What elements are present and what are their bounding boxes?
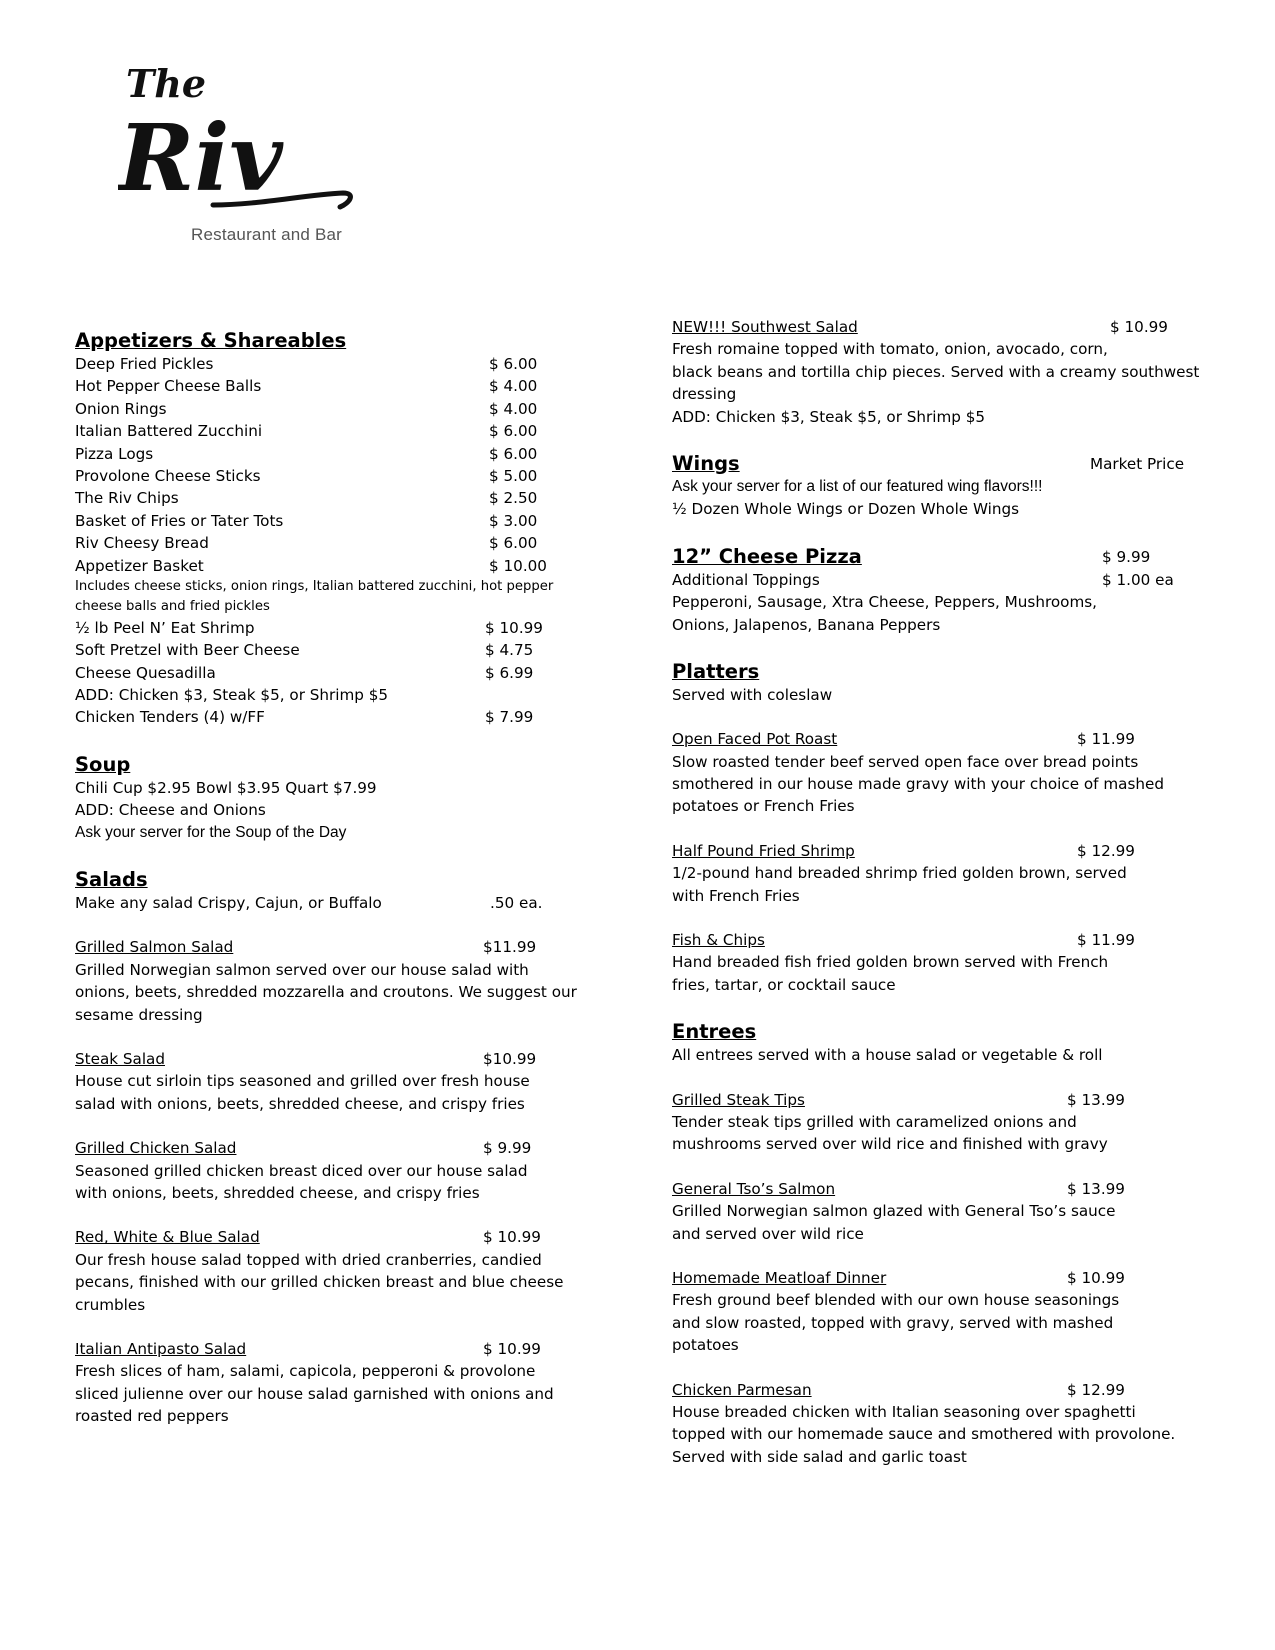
menu-item-price: $ 4.75	[485, 641, 534, 660]
salad-list	[75, 914, 585, 1427]
menu-item	[75, 1048, 585, 1070]
logo-line2: Riv	[118, 104, 283, 212]
menu-item-desc-line: 1/2-pound hand breaded shrimp fried golden brown, served	[672, 864, 1127, 883]
menu-item-price: $ 12.99	[1067, 1380, 1125, 1399]
logo-subtitle: Restaurant and Bar	[191, 225, 343, 244]
menu-item	[672, 1267, 1232, 1289]
menu-item-desc-line: House cut sirloin tips seasoned and grilled over fresh house	[75, 1072, 530, 1091]
salads-title: Salads	[75, 868, 148, 892]
salad-modifier	[75, 892, 585, 914]
menu-item-desc-line: fries, tartar, or cocktail sauce	[672, 975, 896, 994]
menu-item	[672, 1379, 1232, 1401]
platter-list	[672, 706, 1232, 996]
entree-list	[672, 1067, 1232, 1468]
pizza-title: 12” Cheese Pizza	[672, 544, 862, 568]
menu-item	[75, 398, 585, 420]
menu-item-desc-line: salad with onions, beets, shredded cheese, and crispy fries	[75, 1094, 525, 1113]
menu-item-name: Chicken Tenders (4) w/FF	[75, 708, 265, 727]
menu-item-desc-line: Fresh slices of ham, salami, capicola, pepperoni & provolone	[75, 1362, 536, 1381]
soup-title: Soup	[75, 752, 131, 776]
menu-item	[75, 617, 585, 639]
menu-item-name: Grilled Steak Tips	[672, 1090, 805, 1109]
menu-item-price: $ 10.00	[489, 556, 547, 575]
menu-item-desc-line: topped with our homemade sauce and smothered with provolone.	[672, 1425, 1176, 1444]
pizza-header	[672, 544, 1232, 569]
menu-item	[75, 639, 585, 661]
menu-item-price: $10.99	[483, 1049, 537, 1068]
menu-item-name: Riv Cheesy Bread	[75, 534, 209, 553]
menu-item-name: Appetizer Basket	[75, 556, 204, 575]
menu-item-desc-line: smothered in our house made gravy with your choice of mashed	[672, 775, 1164, 794]
menu-item-name: Pizza Logs	[75, 444, 154, 463]
menu-item-price: $ 10.99	[483, 1228, 541, 1247]
menu-item-desc-line: potatoes	[672, 1336, 739, 1355]
menu-item	[75, 532, 585, 554]
menu-item-name: The Riv Chips	[75, 489, 179, 508]
appetizer-basket-desc-line: Includes cheese sticks, onion rings, Italian battered zucchini, hot pepper	[75, 578, 554, 594]
menu-item	[75, 662, 585, 684]
appetizer-basket-desc-line: cheese balls and fried pickles	[75, 598, 270, 614]
desc-line: Fresh romaine topped with tomato, onion, avocado, corn,	[672, 340, 1108, 359]
menu-item-name: Half Pound Fried Shrimp	[672, 841, 855, 860]
menu-item-price: $ 11.99	[1077, 931, 1135, 950]
menu-item-desc-line: with French Fries	[672, 886, 800, 905]
menu-item-price: $ 9.99	[483, 1139, 532, 1158]
menu-item-price: $ 10.99	[1110, 318, 1168, 336]
appetizers-title: Appetizers & Shareables	[75, 329, 347, 352]
menu-item-desc-line: Grilled Norwegian salmon served over our house salad with	[75, 960, 529, 979]
menu-item-name: Fish & Chips	[672, 931, 765, 950]
menu-item-desc-line: crumbles	[75, 1295, 146, 1314]
menu-item	[75, 465, 585, 487]
menu-item-name: NEW!!! Southwest Salad	[672, 318, 858, 336]
menu-item-price: $ 4.00	[489, 377, 538, 396]
wings-price: Market Price	[1090, 454, 1185, 473]
soup-chili-prices: Chili Cup $2.95 Bowl $3.95 Quart $7.99	[75, 778, 377, 797]
menu-item	[672, 1178, 1232, 1200]
wings-header	[672, 451, 1232, 476]
menu-item	[672, 929, 1232, 951]
menu-item-name: Homemade Meatloaf Dinner	[672, 1268, 887, 1287]
menu-item	[672, 728, 1232, 750]
menu-item-desc-line: Grilled Norwegian salmon glazed with General Tso’s sauce	[672, 1202, 1116, 1221]
menu-item-price: $ 7.99	[485, 708, 534, 727]
menu-item-price: $ 6.00	[489, 422, 538, 441]
appetizer-list	[75, 353, 585, 577]
platters-note: Served with coleslaw	[672, 685, 833, 704]
menu-item-price: $ 5.00	[489, 466, 538, 485]
menu-item-southwest-salad	[672, 316, 1232, 338]
menu-item-price: $ 10.99	[485, 618, 543, 637]
desc-line: dressing	[672, 385, 737, 404]
menu-item-name: Soft Pretzel with Beer Cheese	[75, 641, 300, 660]
menu-item-desc-line: and slow roasted, topped with gravy, served with mashed	[672, 1313, 1114, 1332]
menu-item-name: Provolone Cheese Sticks	[75, 466, 261, 485]
menu-item-desc-line: sesame dressing	[75, 1005, 203, 1024]
menu-item	[75, 1226, 585, 1248]
southwest-add-ons: ADD: Chicken $3, Steak $5, or Shrimp $5	[672, 407, 986, 426]
wings-title: Wings	[672, 451, 740, 475]
menu-item-name: General Tso’s Salmon	[672, 1179, 836, 1198]
pizza-price: $ 9.99	[1102, 547, 1151, 566]
menu-item-desc-line: pecans, finished with our grilled chicken breast and blue cheese	[75, 1273, 564, 1292]
salad-modifier-text: Make any salad Crispy, Cajun, or Buffalo	[75, 894, 382, 913]
menu-item	[75, 510, 585, 532]
menu-item-price: $ 10.99	[1067, 1268, 1125, 1287]
menu-item-desc-line: with onions, beets, shredded cheese, and crispy fries	[75, 1183, 480, 1202]
menu-item-name: Italian Battered Zucchini	[75, 422, 263, 441]
menu-item-price: $ 13.99	[1067, 1179, 1125, 1198]
logo-line1: The	[126, 61, 207, 106]
menu-item-name: Open Faced Pot Roast	[672, 730, 838, 749]
menu-item-desc-line: Seasoned grilled chicken breast diced over our house salad	[75, 1161, 528, 1180]
menu-item-name: Grilled Salmon Salad	[75, 938, 234, 957]
menu-item	[75, 420, 585, 442]
menu-item-name: Chicken Parmesan	[672, 1380, 812, 1399]
soup-add-ons: ADD: Cheese and Onions	[75, 801, 266, 820]
menu-item-name: Cheese Quesadilla	[75, 663, 216, 682]
menu-item-name: Onion Rings	[75, 399, 167, 418]
menu-item-chicken-tenders	[75, 706, 585, 728]
menu-item	[75, 443, 585, 465]
menu-item-price: $ 13.99	[1067, 1090, 1125, 1109]
appetizer-basket-desc	[75, 577, 585, 617]
menu-item-price: $ 10.99	[483, 1339, 541, 1358]
menu-item-name: Italian Antipasto Salad	[75, 1339, 247, 1358]
menu-item-name: Basket of Fries or Tater Tots	[75, 511, 284, 530]
menu-item-price: $11.99	[483, 938, 537, 957]
menu-item-desc-line: potatoes or French Fries	[672, 797, 855, 816]
menu-item-price: $ 11.99	[1077, 730, 1135, 749]
entrees-note: All entrees served with a house salad or vegetable & roll	[672, 1046, 1103, 1065]
menu-item-desc-line: Slow roasted tender beef served open face over bread points	[672, 752, 1139, 771]
pizza-toppings-list: Pepperoni, Sausage, Xtra Cheese, Peppers, Mushrooms,	[672, 593, 1097, 612]
appetizer-add-ons: ADD: Chicken $3, Steak $5, or Shrimp $5	[75, 686, 389, 705]
wings-flavors-note: Ask your server for a list of our featured wing flavors!!!	[672, 477, 1043, 495]
menu-item-price: $ 6.99	[485, 663, 534, 682]
menu-item-name: Red, White & Blue Salad	[75, 1228, 260, 1247]
menu-item-name: ½ lb Peel N’ Eat Shrimp	[75, 618, 255, 637]
menu-item-desc-line: Our fresh house salad topped with dried cranberries, candied	[75, 1250, 542, 1269]
menu-item-desc-line: Hand breaded fish fried golden brown served with French	[672, 953, 1109, 972]
restaurant-logo	[118, 55, 368, 255]
menu-item-desc-line: mushrooms served over wild rice and finished with gravy	[672, 1135, 1108, 1154]
right-column	[672, 316, 1232, 1468]
entrees-title: Entrees	[672, 1020, 757, 1044]
menu-item-desc-line: House breaded chicken with Italian seasoning over spaghetti	[672, 1402, 1136, 1421]
menu-item	[672, 840, 1232, 862]
menu-item-price: $ 3.00	[489, 511, 538, 530]
menu-item-desc-line: Tender steak tips grilled with caramelized onions and	[672, 1112, 1077, 1131]
menu-item-price: $ 4.00	[489, 399, 538, 418]
soup-of-the-day-note: Ask your server for the Soup of the Day	[75, 823, 347, 841]
menu-item	[75, 1338, 585, 1360]
menu-item	[75, 353, 585, 375]
pizza-toppings	[672, 569, 1232, 591]
southwest-desc	[672, 338, 1232, 405]
menu-item	[75, 375, 585, 397]
menu-item	[75, 555, 585, 577]
menu-item-desc-line: and served over wild rice	[672, 1224, 864, 1243]
salad-modifier-price: .50 ea.	[490, 894, 543, 913]
menu-item-price: $ 6.00	[489, 355, 538, 373]
menu-item-price: $ 2.50	[489, 489, 538, 508]
menu-item-price: $ 6.00	[489, 534, 538, 553]
menu-item-name: Steak Salad	[75, 1049, 165, 1068]
menu-item	[75, 487, 585, 509]
logo-script-graphic	[118, 55, 368, 225]
menu-item-desc-line: sliced julienne over our house salad garnished with onions and	[75, 1384, 554, 1403]
menu-item-price: $ 12.99	[1077, 841, 1135, 860]
menu-item	[672, 1089, 1232, 1111]
appetizer-list-2	[75, 617, 585, 684]
menu-item-name: Hot Pepper Cheese Balls	[75, 377, 262, 396]
menu-item	[75, 1137, 585, 1159]
menu-item-desc-line: Served with side salad and garlic toast	[672, 1447, 967, 1466]
desc-line: black beans and tortilla chip pieces. Served with a creamy southwest	[672, 362, 1200, 381]
wings-sizes: ½ Dozen Whole Wings or Dozen Whole Wings	[672, 500, 1020, 519]
pizza-toppings-list: Onions, Jalapenos, Banana Peppers	[672, 615, 941, 634]
menu-item-name: Grilled Chicken Salad	[75, 1139, 237, 1158]
menu-item-desc-line: Fresh ground beef blended with our own house seasonings	[672, 1291, 1120, 1310]
menu-item	[75, 936, 585, 958]
menu-item-desc-line: onions, beets, shredded mozzarella and croutons. We suggest our	[75, 983, 577, 1002]
menu-item-desc-line: roasted red peppers	[75, 1407, 229, 1426]
menu-item-name: Deep Fried Pickles	[75, 355, 214, 373]
pizza-toppings-label: Additional Toppings	[672, 570, 820, 589]
left-column	[75, 328, 585, 1427]
pizza-toppings-price: $ 1.00 ea	[1102, 570, 1174, 589]
platters-title: Platters	[672, 659, 760, 683]
menu-item-price: $ 6.00	[489, 444, 538, 463]
